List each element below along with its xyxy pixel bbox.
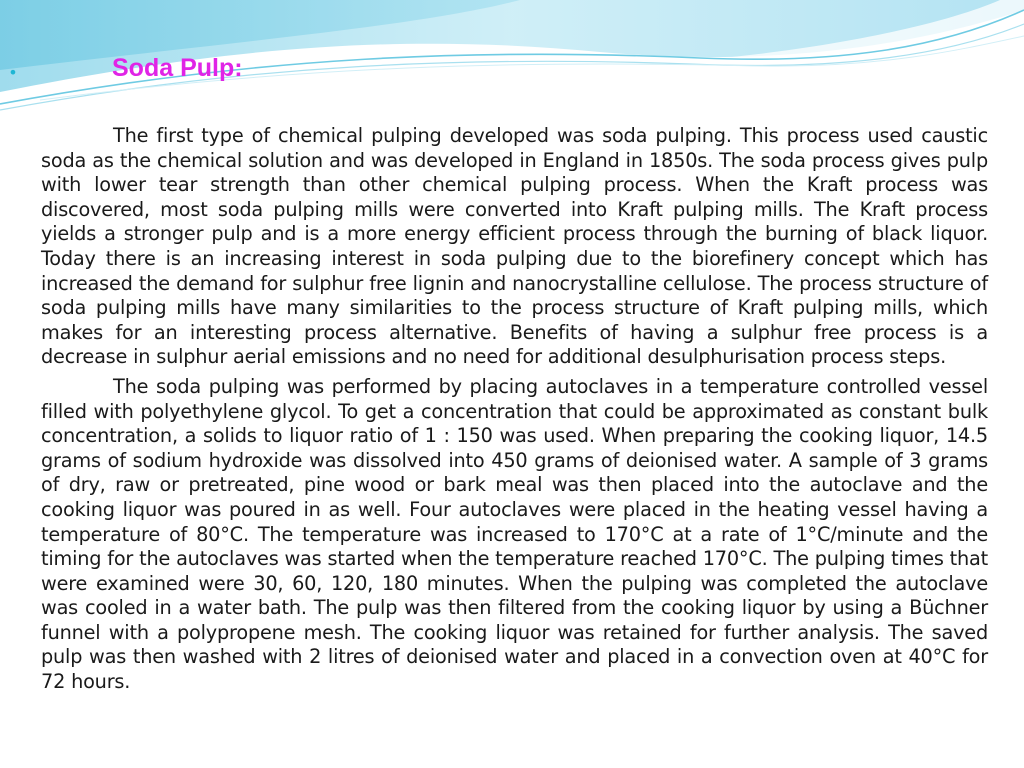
paragraph-intro: The first type of chemical pulping developed was soda pulping. This process used caustic soda as the chemical solution and was developed in England in 1850s. The soda process gives pulp with lower tear strength than other chemical pulping process. When the Kraft process was discovered, most soda pulping mills were converted into Kraft pulping mills. The Kraft process yields a stronger pulp and is a more energy efficient process through the burning of black liquor. Today there is an increasing interest in soda pulping due to the biorefinery concept which has increased the demand for sulphur free lignin and nanocrystalline cellulose. The process structure of soda pulping mills have many similarities to the process structure of Kraft pulping mills, which makes for an interesting process alternative. Benefits of having a sulphur free process is a decrease in sulphur aerial emissions and no need for additional desulphurisation process steps. bbox=[41, 124, 988, 369]
slide-body bbox=[41, 124, 988, 695]
paragraph-procedure: The soda pulping was performed by placing autoclaves in a temperature controlled vessel filled with polyethylene glycol. To get a concentration that could be approximated as constant bulk concentration, a solids to liquor ratio of 1 : 150 was used. When preparing the cooking liquor, 14.5 grams of sodium hydroxide was dissolved into 450 grams of deionised water. A sample of 3 grams of dry, raw or pretreated, pine wood or bark meal was then placed into the autoclave and the cooking liquor was poured in as well. Four autoclaves were placed in the heating vessel having a temperature of 80°C. The temperature was increased to 170°C at a rate of 1°C/minute and the timing for the autoclaves was started when the temperature reached 170°C. The pulping times that were examined were 30, 60, 120, 180 minutes. When the pulping was completed the autoclave was cooled in a water bath. The pulp was then filtered from the cooking liquor by using a Büchner funnel with a polypropene mesh. The cooking liquor was retained for further analysis. The saved pulp was then washed with 2 litres of deionised water and placed in a convection oven at 40°C for 72 hours. bbox=[41, 374, 988, 694]
title-bullet: • bbox=[8, 63, 18, 82]
slide-title: Soda Pulp: bbox=[112, 54, 243, 82]
